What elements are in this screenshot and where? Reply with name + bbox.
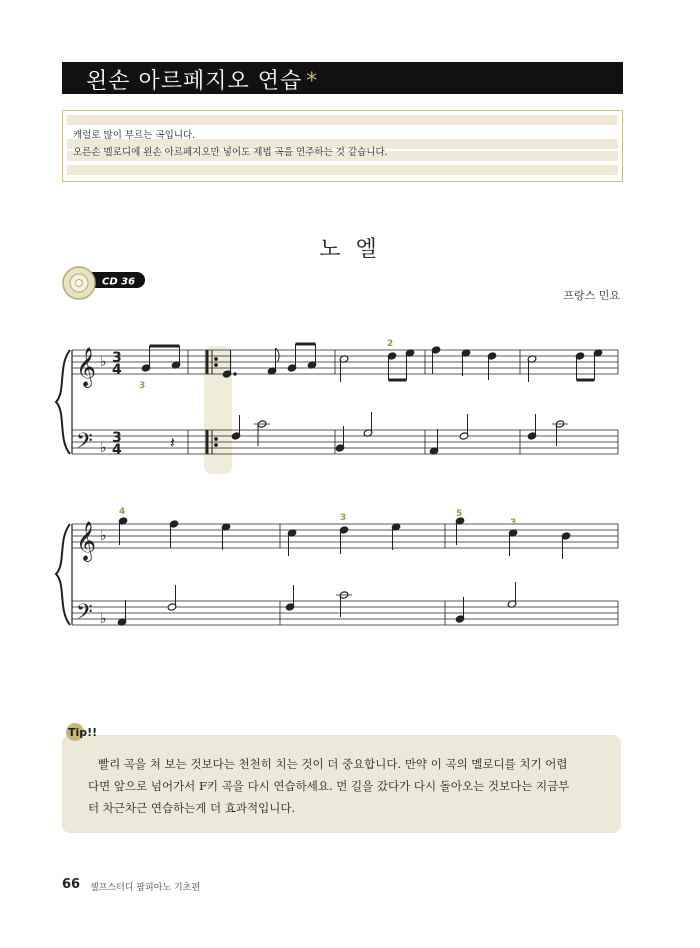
bass-clef-icon: 𝄢 — [76, 600, 93, 630]
measure-notes — [339, 349, 415, 382]
measure-notes — [117, 585, 177, 626]
fingering-number: 3 — [510, 518, 517, 528]
brace — [56, 524, 70, 625]
time-sig-top: 3 — [112, 430, 122, 446]
composer: 프랑스 민요 — [563, 289, 620, 302]
fingering-number: 2 — [387, 339, 394, 349]
quarter-rest-icon: 𝄽 — [170, 433, 175, 452]
measure-notes — [222, 344, 317, 378]
tip-line: 다면 앞으로 넘어가서 F키 곡을 다시 연습하세요. 먼 길을 갔다가 다시 돌아오는 것보다는 지금부 — [88, 779, 570, 793]
measure-notes — [431, 346, 497, 380]
key-flat-icon: ♭ — [100, 611, 107, 627]
tip-line: 터 차근차근 연습하는게 더 효과적입니다. — [88, 801, 296, 815]
title-star-icon: * — [306, 69, 319, 94]
fingering-number: 5 — [456, 509, 463, 519]
intro-line: 오른손 멜로디에 왼손 아르페지오만 넣어도 제법 곡을 연주하는 것 같습니다. — [73, 147, 388, 158]
measure-notes — [231, 415, 270, 446]
measure-notes — [527, 349, 603, 382]
measure-notes — [287, 523, 401, 556]
system-1 — [72, 350, 618, 454]
tip-box — [62, 735, 621, 833]
treble-clef-icon: 𝄞 — [76, 347, 97, 387]
intro-line: 캐럴로 많이 부르는 곡입니다. — [73, 130, 196, 141]
measure-notes — [335, 412, 373, 452]
key-flat-icon: ♭ — [100, 528, 107, 544]
tip-text — [88, 753, 608, 819]
bass-clef-icon: 𝄢 — [76, 429, 93, 459]
key-flat-icon: ♭ — [100, 440, 107, 456]
fingering-number: 3 — [139, 381, 146, 391]
measure-notes — [429, 414, 469, 455]
fingering-number: 4 — [119, 507, 126, 517]
brace — [56, 350, 70, 454]
treble-clef-icon: 𝄞 — [76, 521, 97, 561]
tip-line: 빨리 곡을 쳐 보는 것보다는 천천히 치는 것이 더 중요합니다. 만약 이 곡의 멜로디를 치기 어렵 — [98, 757, 568, 771]
time-sig-bottom: 4 — [112, 442, 122, 458]
fingering-number: 3 — [340, 513, 347, 523]
key-flat-icon: ♭ — [100, 354, 107, 370]
book-title: 셀프스터디 팝피아노 기초편 — [90, 883, 201, 893]
song-title: 노 엘 — [319, 237, 381, 262]
time-sig-bottom: 4 — [112, 362, 122, 378]
measure-notes — [455, 582, 517, 623]
cd-label: CD 36 — [102, 276, 136, 288]
time-sig-top: 3 — [112, 350, 122, 366]
tip-badge — [66, 723, 112, 741]
measure-notes — [118, 517, 231, 550]
page-number: 66 — [62, 877, 81, 892]
tip-label: Tip!! — [68, 726, 98, 739]
system-2 — [72, 524, 618, 625]
chapter-title-text: 왼손 아르페지오 연습 — [86, 69, 303, 94]
